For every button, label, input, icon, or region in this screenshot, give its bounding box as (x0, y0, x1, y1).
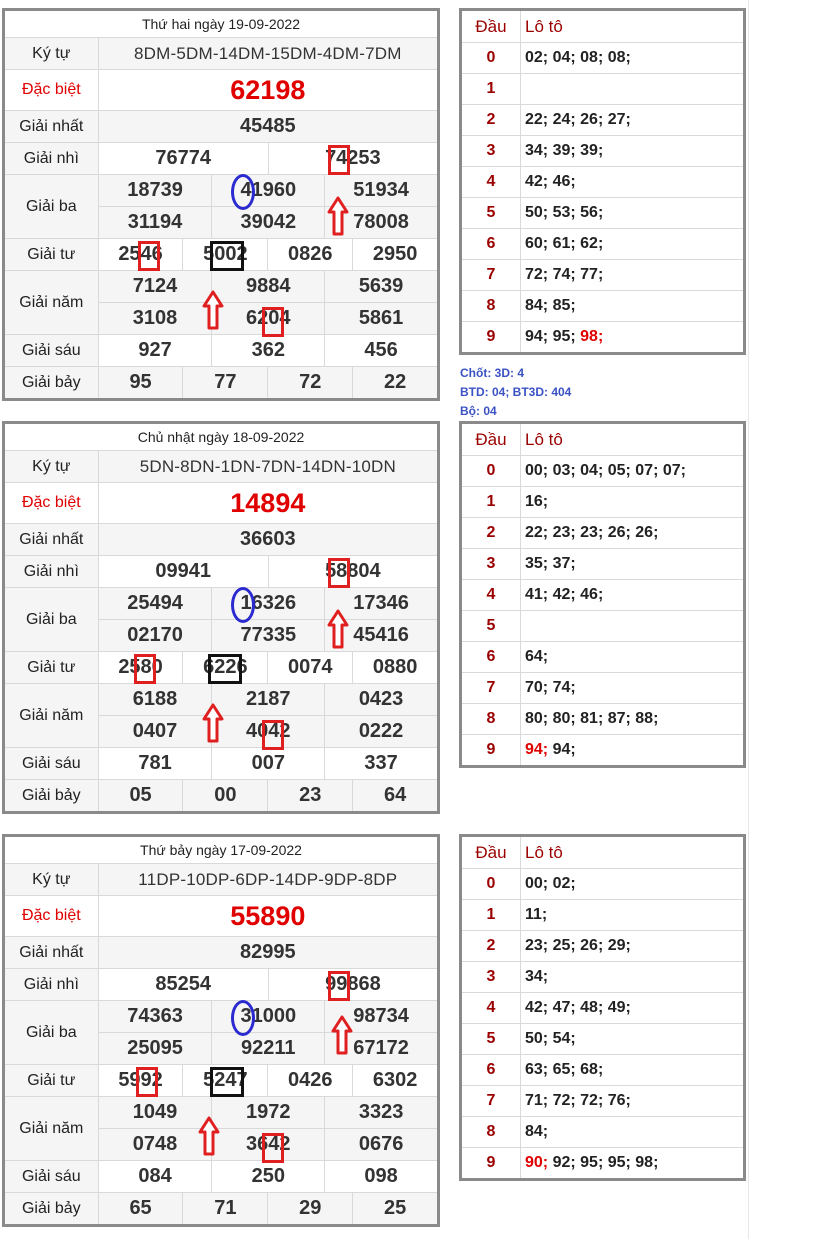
sixth-prize: 781 (98, 748, 212, 780)
third-prize: 74363 (98, 1001, 212, 1033)
loto-head-digit: 7 (461, 260, 521, 291)
fifth-prize: 5639 (325, 271, 439, 303)
label-first: Giải nhất (4, 111, 99, 143)
loto-value-text: 11; (525, 906, 548, 923)
fifth-prize: 4042 (212, 716, 325, 748)
seventh-prize: 77 (182, 367, 267, 398)
loto-value-text: 02; 04; 08; 08; (525, 49, 631, 66)
result-table (2, 834, 440, 1227)
loto-values (521, 735, 745, 767)
fourth-prize: 2580 (118, 656, 163, 678)
loto-head-digit: 4 (461, 993, 521, 1024)
loto-value-text: 70; 74; (525, 679, 576, 696)
seventh-prize: 64 (352, 780, 437, 811)
seventh-prize: 23 (267, 780, 352, 811)
prediction-line-1: Chốt: 3D: 4 (460, 366, 524, 380)
first-prize: 82995 (98, 937, 438, 969)
label-second: Giải nhì (4, 556, 99, 588)
loto-head-digit: 3 (461, 962, 521, 993)
loto-head-dau: Đầu (461, 836, 521, 869)
loto-values (521, 580, 745, 611)
fourth-prize-row (98, 1065, 438, 1097)
loto-head-digit: 8 (461, 704, 521, 735)
second-prize: 85254 (98, 969, 268, 1001)
seventh-prize: 05 (129, 784, 152, 806)
loto-head-loto: Lô tô (521, 10, 745, 43)
third-prize: 31194 (98, 207, 212, 239)
third-prize: 98734 (325, 1001, 439, 1033)
loto-value-text: 00; 03; 04; 05; 07; 07; (525, 462, 686, 479)
fifth-prize: 6204 (212, 303, 325, 335)
loto-head-digit: 0 (461, 869, 521, 900)
fourth-prize: 2546 (118, 243, 163, 265)
loto-head-dau: Đầu (461, 10, 521, 43)
loto-head-digit: 0 (461, 456, 521, 487)
sixth-prize: 084 (98, 1161, 212, 1193)
loto-values (521, 1024, 745, 1055)
loto-values (521, 642, 745, 673)
label-special: Đặc biệt (4, 896, 99, 937)
loto-table (459, 8, 746, 355)
loto-values (521, 704, 745, 735)
loto-head-digit: 9 (461, 735, 521, 767)
label-kytu: Ký tự (4, 864, 99, 896)
third-prize: 78008 (325, 207, 439, 239)
loto-head-digit: 6 (461, 229, 521, 260)
loto-values (521, 611, 745, 642)
seventh-prize-row (98, 367, 438, 400)
loto-values (521, 105, 745, 136)
label-sixth: Giải sáu (4, 335, 99, 367)
loto-head-digit: 4 (461, 580, 521, 611)
loto-head-digit: 8 (461, 291, 521, 322)
seventh-prize: 29 (267, 1193, 352, 1224)
label-second: Giải nhì (4, 143, 99, 175)
loto-table (459, 421, 746, 768)
loto-head-digit: 1 (461, 487, 521, 518)
third-prize: 39042 (212, 207, 325, 239)
loto-head-digit: 9 (461, 322, 521, 354)
fifth-prize: 3642 (212, 1129, 325, 1161)
sixth-prize: 250 (212, 1161, 325, 1193)
fifth-prize: 0423 (325, 684, 439, 716)
fifth-prize: 0222 (325, 716, 439, 748)
loto-head-digit: 0 (461, 43, 521, 74)
loto-values (521, 1055, 745, 1086)
loto-value-text: 94; (548, 741, 576, 758)
third-prize: 31000 (212, 1001, 325, 1033)
loto-value-text: 72; 74; 77; (525, 266, 604, 283)
loto-head-digit: 7 (461, 1086, 521, 1117)
special-prize: 14894 (98, 483, 438, 524)
sixth-prize: 362 (212, 335, 325, 367)
loto-highlight: 94; (525, 741, 549, 758)
loto-value-text: 84; (525, 1123, 549, 1140)
fourth-prize: 0074 (267, 652, 352, 683)
loto-values (521, 1086, 745, 1117)
label-third: Giải ba (4, 588, 99, 652)
label-kytu: Ký tự (4, 451, 99, 483)
third-prize: 16326 (212, 588, 325, 620)
label-third: Giải ba (4, 1001, 99, 1065)
label-fourth: Giải tư (4, 1065, 99, 1097)
loto-highlight: 90; (525, 1154, 549, 1171)
loto-head-digit: 7 (461, 673, 521, 704)
seventh-prize-row (98, 1193, 438, 1226)
fourth-prize-row (98, 239, 438, 271)
fifth-prize: 7124 (98, 271, 212, 303)
loto-head-digit: 3 (461, 549, 521, 580)
loto-head-digit: 6 (461, 642, 521, 673)
third-prize: 18739 (98, 175, 212, 207)
loto-values (521, 518, 745, 549)
loto-table (459, 834, 746, 1181)
label-seventh: Giải bảy (4, 367, 99, 400)
loto-value-text: 50; 53; 56; (525, 204, 604, 221)
loto-value-text: 22; 24; 26; 27; (525, 111, 631, 128)
fourth-prize: 2950 (352, 239, 437, 270)
label-third: Giải ba (4, 175, 99, 239)
sixth-prize: 337 (325, 748, 439, 780)
fourth-prize: 6226 (182, 652, 267, 683)
first-prize: 45485 (98, 111, 438, 143)
loto-head-digit: 5 (461, 198, 521, 229)
loto-value-text: 41; 42; 46; (525, 586, 604, 603)
third-prize: 41960 (212, 175, 325, 207)
loto-head-digit: 2 (461, 105, 521, 136)
seventh-prize: 65 (129, 1197, 152, 1219)
third-prize: 51934 (325, 175, 439, 207)
prediction-line-3: Bộ: 04 (460, 404, 497, 418)
loto-value-text: 42; 46; (525, 173, 576, 190)
fourth-prize: 0880 (352, 652, 437, 683)
loto-values (521, 322, 745, 354)
sixth-prize: 927 (98, 335, 212, 367)
third-prize: 17346 (325, 588, 439, 620)
loto-value-text: 60; 61; 62; (525, 235, 604, 252)
label-first: Giải nhất (4, 937, 99, 969)
label-special: Đặc biệt (4, 70, 99, 111)
third-prize: 77335 (212, 620, 325, 652)
loto-value-text: 64; (525, 648, 549, 665)
fifth-prize: 9884 (212, 271, 325, 303)
loto-head-digit: 2 (461, 518, 521, 549)
third-prize: 02170 (98, 620, 212, 652)
loto-values (521, 1117, 745, 1148)
loto-values (521, 167, 745, 198)
fifth-prize: 6188 (98, 684, 212, 716)
label-kytu: Ký tự (4, 38, 99, 70)
kytu-value: 8DM-5DM-14DM-15DM-4DM-7DM (98, 38, 438, 70)
loto-value-text: 00; 02; (525, 875, 576, 892)
special-prize: 62198 (98, 70, 438, 111)
loto-values (521, 198, 745, 229)
loto-values (521, 869, 745, 900)
second-prize: 74253 (268, 143, 438, 175)
label-special: Đặc biệt (4, 483, 99, 524)
loto-values (521, 136, 745, 167)
loto-values (521, 74, 745, 105)
label-seventh: Giải bảy (4, 1193, 99, 1226)
loto-value-text: 34; (525, 968, 549, 985)
second-prize: 99868 (268, 969, 438, 1001)
loto-head-digit: 4 (461, 167, 521, 198)
seventh-prize: 25 (352, 1193, 437, 1224)
fifth-prize: 1049 (98, 1097, 212, 1129)
seventh-prize: 72 (267, 367, 352, 398)
loto-head-digit: 1 (461, 900, 521, 931)
fourth-prize: 0426 (267, 1065, 352, 1096)
prediction-line-2: BTD: 04; BT3D: 404 (460, 385, 572, 399)
loto-head-loto: Lô tô (521, 423, 745, 456)
loto-value-text: 42; 47; 48; 49; (525, 999, 631, 1016)
third-prize: 92211 (212, 1033, 325, 1065)
result-date-title: Thứ hai ngày 19-09-2022 (4, 10, 439, 38)
result-table (2, 8, 440, 401)
label-fifth: Giải năm (4, 1097, 99, 1161)
seventh-prize: 71 (182, 1193, 267, 1224)
loto-value-text: 35; 37; (525, 555, 576, 572)
loto-value-text: 71; 72; 72; 76; (525, 1092, 631, 1109)
fourth-prize: 5992 (118, 1069, 163, 1091)
loto-head-digit: 9 (461, 1148, 521, 1180)
loto-values (521, 487, 745, 518)
kytu-value: 11DP-10DP-6DP-14DP-9DP-8DP (98, 864, 438, 896)
seventh-prize: 22 (352, 367, 437, 398)
loto-head-digit: 3 (461, 136, 521, 167)
sixth-prize: 456 (325, 335, 439, 367)
loto-head-digit: 1 (461, 74, 521, 105)
fourth-prize: 0826 (267, 239, 352, 270)
fifth-prize: 3108 (98, 303, 212, 335)
loto-head-digit: 5 (461, 1024, 521, 1055)
loto-values (521, 900, 745, 931)
loto-value-text: 23; 25; 26; 29; (525, 937, 631, 954)
result-table (2, 421, 440, 814)
loto-values (521, 931, 745, 962)
label-second: Giải nhì (4, 969, 99, 1001)
loto-head-digit: 2 (461, 931, 521, 962)
loto-values (521, 260, 745, 291)
page-divider (748, 0, 749, 1239)
first-prize: 36603 (98, 524, 438, 556)
loto-head-dau: Đầu (461, 423, 521, 456)
fourth-prize-row (98, 652, 438, 684)
fifth-prize: 3323 (325, 1097, 439, 1129)
loto-head-digit: 5 (461, 611, 521, 642)
fifth-prize: 2187 (212, 684, 325, 716)
kytu-value: 5DN-8DN-1DN-7DN-14DN-10DN (98, 451, 438, 483)
fourth-prize: 5247 (182, 1065, 267, 1096)
label-fourth: Giải tư (4, 239, 99, 271)
second-prize: 09941 (98, 556, 268, 588)
label-fourth: Giải tư (4, 652, 99, 684)
third-prize: 25095 (98, 1033, 212, 1065)
loto-values (521, 1148, 745, 1180)
seventh-prize-row (98, 780, 438, 813)
loto-value-text: 22; 23; 23; 26; 26; (525, 524, 659, 541)
loto-values (521, 549, 745, 580)
fourth-prize: 6302 (352, 1065, 437, 1096)
loto-value-text: 50; 54; (525, 1030, 576, 1047)
loto-values (521, 993, 745, 1024)
fifth-prize: 0676 (325, 1129, 439, 1161)
label-fifth: Giải năm (4, 271, 99, 335)
loto-values (521, 229, 745, 260)
loto-value-text: 92; 95; 95; 98; (548, 1154, 659, 1171)
loto-values (521, 43, 745, 74)
seventh-prize: 95 (129, 371, 152, 393)
label-first: Giải nhất (4, 524, 99, 556)
result-date-title: Thứ bảy ngày 17-09-2022 (4, 836, 439, 864)
loto-value-text: 84; 85; (525, 297, 576, 314)
prediction-note (460, 364, 571, 421)
loto-value-text: 94; 95; (525, 328, 581, 345)
second-prize: 58804 (268, 556, 438, 588)
loto-highlight: 98; (580, 328, 604, 345)
sixth-prize: 098 (325, 1161, 439, 1193)
fifth-prize: 5861 (325, 303, 439, 335)
loto-value-text: 16; (525, 493, 549, 510)
loto-head-digit: 8 (461, 1117, 521, 1148)
loto-value-text: 34; 39; 39; (525, 142, 604, 159)
loto-value-text: 80; 80; 81; 87; 88; (525, 710, 659, 727)
second-prize: 76774 (98, 143, 268, 175)
loto-values (521, 962, 745, 993)
loto-head-digit: 6 (461, 1055, 521, 1086)
third-prize: 45416 (325, 620, 439, 652)
loto-values (521, 456, 745, 487)
fifth-prize: 1972 (212, 1097, 325, 1129)
fifth-prize: 0748 (98, 1129, 212, 1161)
label-fifth: Giải năm (4, 684, 99, 748)
special-prize: 55890 (98, 896, 438, 937)
third-prize: 25494 (98, 588, 212, 620)
label-sixth: Giải sáu (4, 1161, 99, 1193)
seventh-prize: 00 (182, 780, 267, 811)
loto-value-text: 63; 65; 68; (525, 1061, 604, 1078)
result-date-title: Chủ nhật ngày 18-09-2022 (4, 423, 439, 451)
fourth-prize: 5002 (182, 239, 267, 270)
fifth-prize: 0407 (98, 716, 212, 748)
loto-head-loto: Lô tô (521, 836, 745, 869)
label-seventh: Giải bảy (4, 780, 99, 813)
third-prize: 67172 (325, 1033, 439, 1065)
loto-values (521, 291, 745, 322)
sixth-prize: 007 (212, 748, 325, 780)
loto-values (521, 673, 745, 704)
label-sixth: Giải sáu (4, 748, 99, 780)
